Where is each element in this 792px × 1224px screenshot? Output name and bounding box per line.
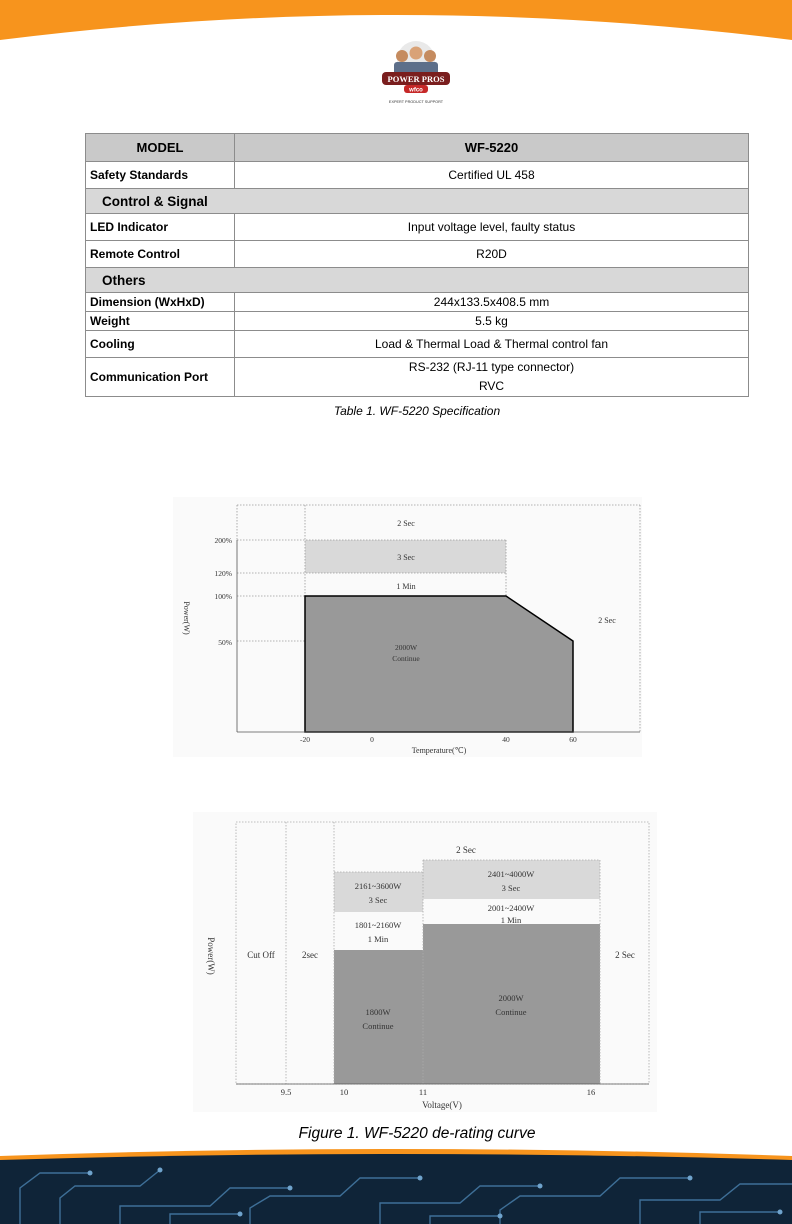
xtick-0: 0	[370, 735, 374, 744]
xtick-60: 60	[569, 735, 577, 744]
logo-person-3	[424, 50, 436, 62]
footer-dark-bg	[0, 1154, 792, 1224]
left-3sec-line2: 3 Sec	[368, 895, 388, 905]
remote-value: R20D	[235, 241, 749, 268]
right-1min-line1: 2001~2400W	[487, 903, 535, 913]
left-cont-line1: 1800W	[365, 1007, 391, 1017]
left-continuous-area	[334, 950, 423, 1084]
cooling-label: Cooling	[86, 331, 235, 358]
power-pros-logo	[378, 38, 454, 106]
temperature-derating-chart	[170, 495, 645, 760]
label-2-sec-top: 2 Sec	[456, 845, 476, 855]
logo-person-1	[396, 50, 408, 62]
led-value: Input voltage level, faulty status	[235, 214, 749, 241]
label-2000w: 2000W	[394, 643, 418, 652]
left-1min-line2: 1 Min	[367, 934, 389, 944]
left-3-sec-band	[334, 872, 423, 912]
model-header: MODEL	[86, 134, 235, 162]
ytick-120: 120%	[214, 569, 232, 578]
table-header-row	[86, 134, 749, 162]
xtick-40: 40	[502, 735, 510, 744]
xtick-minus20: -20	[300, 735, 310, 744]
logo-sub: wfco	[409, 87, 423, 94]
weight-value: 5.5 kg	[235, 312, 749, 331]
ytick-100: 100%	[214, 592, 232, 601]
right-3sec-line2: 3 Sec	[501, 883, 521, 893]
header-band-shape	[0, 0, 792, 40]
label-3-sec: 3 Sec	[397, 553, 415, 562]
section-row	[86, 189, 749, 214]
table-row	[86, 358, 749, 397]
continuous-area	[305, 596, 573, 732]
model-value: WF-5220	[235, 134, 749, 162]
right-1min-line2: 1 Min	[500, 915, 522, 925]
table-row	[86, 293, 749, 312]
comm-value	[235, 358, 749, 397]
chart2-y-axis-label: Power(W)	[206, 937, 216, 975]
comm-value-line-1: RS-232 (RJ-11 type connector)	[408, 360, 575, 374]
footer-band	[0, 1148, 792, 1224]
table-row	[86, 162, 749, 189]
right-cont-line1: 2000W	[498, 993, 524, 1003]
label-continue: Continue	[392, 654, 420, 663]
left-1min-line1: 1801~2160W	[354, 920, 402, 930]
label-1-min: 1 Min	[396, 582, 416, 591]
left-cont-line2: Continue	[362, 1021, 394, 1031]
comm-value-line-2: RVC	[478, 379, 505, 393]
remote-label: Remote Control	[86, 241, 235, 268]
ytick-50: 50%	[218, 638, 232, 647]
dimension-value: 244x133.5x408.5 mm	[235, 293, 749, 312]
table-caption: Table 1. WF-5220 Specification	[333, 404, 501, 418]
comm-label: Communication Port	[86, 358, 235, 397]
cooling-value: Load & Thermal Load & Thermal control fan	[235, 331, 749, 358]
label-cut-off: Cut Off	[247, 950, 275, 960]
label-2sec-left: 2sec	[302, 950, 318, 960]
safety-value: Certified UL 458	[235, 162, 749, 189]
table-row	[86, 312, 749, 331]
section-control-signal: Control & Signal	[86, 189, 749, 214]
section-others: Others	[86, 268, 749, 293]
xtick-16: 16	[586, 1087, 596, 1097]
right-continuous-area	[423, 924, 600, 1084]
y-axis-label: Power(W)	[182, 601, 191, 635]
xtick-10: 10	[339, 1087, 349, 1097]
section-row	[86, 268, 749, 293]
led-label: LED Indicator	[86, 214, 235, 241]
spec-table	[85, 133, 749, 397]
figure-caption: Figure 1. WF-5220 de-rating curve	[298, 1125, 536, 1142]
ytick-200: 200%	[214, 536, 232, 545]
label-2-sec-right: 2 Sec	[615, 950, 635, 960]
table-row	[86, 241, 749, 268]
right-3-sec-band	[423, 860, 600, 899]
voltage-derating-chart	[190, 810, 660, 1115]
logo-text: POWER PROS	[387, 74, 445, 84]
table-row	[86, 331, 749, 358]
right-cont-line2: Continue	[495, 1007, 527, 1017]
chart2-x-axis-label: Voltage(V)	[422, 1100, 462, 1110]
left-3sec-line1: 2161~3600W	[354, 881, 402, 891]
weight-label: Weight	[86, 312, 235, 331]
xtick-9-5: 9.5	[280, 1087, 292, 1097]
xtick-11: 11	[418, 1087, 428, 1097]
x-axis-label: Temperature(℃)	[411, 746, 467, 755]
table-row	[86, 214, 749, 241]
right-3sec-line1: 2401~4000W	[487, 869, 535, 879]
label-2-sec-right: 2 Sec	[598, 616, 616, 625]
dimension-label: Dimension (WxHxD)	[86, 293, 235, 312]
safety-label: Safety Standards	[86, 162, 235, 189]
label-2-sec-top: 2 Sec	[397, 519, 415, 528]
logo-person-2	[410, 47, 423, 60]
logo-tagline: EXPERT PRODUCT SUPPORT	[388, 100, 444, 104]
